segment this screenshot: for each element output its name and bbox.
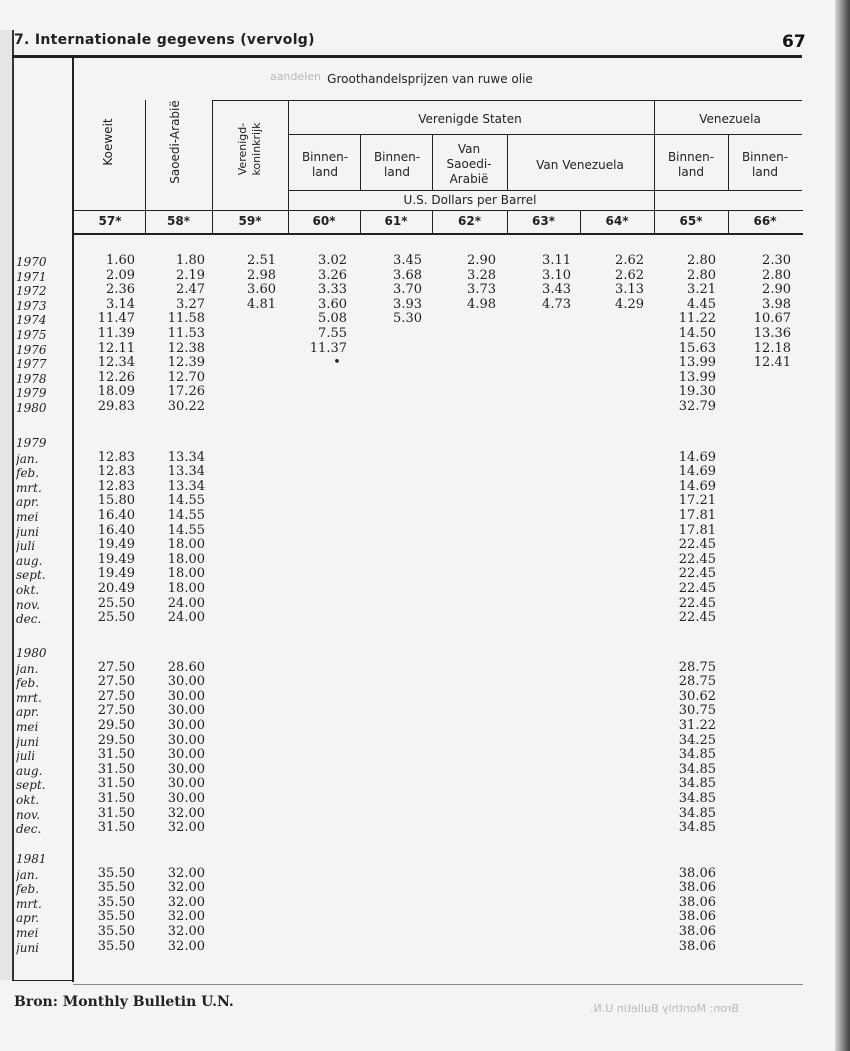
table-cell: 19.49: [97, 566, 135, 582]
row-label: okt.: [16, 793, 40, 807]
table-cell: 25.50: [97, 610, 135, 626]
table-cell: 31.50: [97, 747, 135, 763]
table-cell: 35.50: [97, 880, 135, 896]
table-cell: 2.30: [762, 253, 791, 268]
table-cell: 38.06: [678, 880, 716, 896]
table-cell: 13.99: [678, 369, 716, 385]
row-label: mei: [16, 720, 39, 734]
table-cell: 32.79: [678, 399, 716, 414]
table-cell: 3.26: [318, 267, 347, 283]
table-cell: 34.85: [678, 791, 716, 806]
table-cell: 34.85: [678, 747, 716, 763]
row-label: jan.: [16, 451, 39, 466]
row-label: dec.: [16, 612, 42, 627]
table-cell: 2.98: [247, 267, 276, 283]
table-cell: 28.60: [167, 659, 205, 675]
table-cell: 2.62: [615, 253, 644, 268]
col-code: 60*: [312, 214, 336, 228]
table-cell: 11.39: [97, 326, 135, 341]
table-cell: 30.00: [167, 761, 205, 777]
table-cell: 38.06: [678, 938, 716, 954]
col-header-koeweit: Koeweit: [101, 118, 115, 166]
table-cell: 12.11: [97, 340, 135, 356]
table-cell: 2.36: [106, 282, 135, 298]
table-cell: 15.63: [678, 340, 716, 356]
table-cell: 12.83: [97, 464, 135, 480]
table-cell: 3.33: [318, 282, 347, 298]
row-label: mei: [16, 926, 39, 940]
table-cell: 3.60: [247, 282, 276, 298]
table-cell: 3.45: [393, 253, 422, 268]
table-cell: 35.50: [97, 938, 135, 954]
table-cell: 32.00: [167, 820, 205, 836]
table-cell: 11.37: [309, 340, 347, 356]
table-cell: 13.99: [678, 355, 716, 371]
row-label: 1979: [16, 386, 47, 401]
table-cell: 12.38: [167, 340, 205, 356]
col-code: 62*: [458, 214, 481, 228]
table-cell: 3.60: [318, 296, 347, 312]
table-cell: 14.69: [678, 464, 716, 480]
table-cell: 3.43: [542, 282, 571, 298]
table-cell: 14.69: [678, 449, 716, 465]
table-cell: 30.75: [678, 703, 716, 719]
sub-group-us: Verenigde Staten: [418, 112, 522, 126]
table-cell: 20.49: [97, 581, 135, 596]
row-label: 1976: [16, 342, 47, 357]
table-cell: 12.34: [97, 355, 135, 371]
table-cell: 3.27: [176, 296, 205, 312]
table-cell: 24.00: [167, 610, 205, 626]
section-heading: 1979: [16, 436, 47, 450]
table-cell: 14.55: [167, 508, 205, 523]
table-cell: 31.50: [97, 761, 135, 777]
col-code: 57*: [98, 214, 122, 228]
row-label: 1977: [16, 357, 47, 372]
row-label: juli: [16, 749, 36, 764]
table-cell: 30.00: [167, 674, 205, 690]
table-cell: 29.83: [97, 399, 135, 414]
page-title: 7. Internationale gegevens (vervolg): [14, 32, 315, 48]
table-cell: 3.98: [762, 296, 791, 312]
table-bottom-stub: [12, 980, 74, 981]
table-cell: 32.00: [167, 909, 205, 925]
row-label: 1973: [16, 298, 47, 313]
table-cell: 12.26: [97, 369, 135, 385]
table-cell: 27.50: [97, 688, 135, 704]
table-cell: 30.22: [167, 399, 205, 414]
table-cell: 25.50: [97, 595, 135, 611]
table-cell: 14.50: [678, 326, 716, 341]
row-label: juni: [16, 734, 40, 749]
table-cell: 3.68: [393, 267, 422, 283]
table-cell: 35.50: [97, 894, 135, 910]
table-cell: 2.47: [176, 282, 205, 298]
row-label: nov.: [16, 597, 41, 612]
table-cell: 13.34: [167, 478, 205, 494]
row-label: apr.: [16, 705, 40, 720]
table-cell: 22.45: [678, 566, 716, 582]
table-cell: 32.00: [167, 805, 205, 821]
table-cell: 30.62: [678, 688, 716, 704]
table-cell: 29.50: [97, 718, 135, 733]
table-cell: 3.93: [393, 296, 422, 312]
row-label: apr.: [16, 911, 40, 926]
row-label: 1971: [16, 269, 47, 284]
table-cell: 3.13: [615, 282, 644, 298]
col-code: 66*: [753, 214, 777, 228]
group-title: Groothandelsprijzen van ruwe olie: [327, 72, 533, 86]
table-cell: 24.00: [167, 595, 205, 611]
table-cell: 30.00: [167, 732, 205, 748]
table-cell: 27.50: [97, 703, 135, 719]
table-cell: 3.70: [393, 282, 422, 298]
table-cell: 34.85: [678, 805, 716, 821]
table-cell: 13.36: [753, 326, 791, 341]
table-cell: 32.00: [167, 865, 205, 881]
unit-label: U.S. Dollars per Barrel: [403, 193, 537, 207]
row-label: feb.: [16, 676, 40, 691]
table-cell: 35.50: [97, 909, 135, 925]
table-cell: 2.80: [687, 267, 716, 283]
table-cell: 12.83: [97, 449, 135, 465]
table-cell: 19.49: [97, 551, 135, 567]
table-cell: 3.11: [542, 253, 571, 268]
table-cell: 3.73: [467, 282, 496, 298]
table-cell: 2.19: [176, 267, 205, 283]
table-cell: 15.80: [97, 493, 135, 509]
table-cell: 2.62: [615, 267, 644, 283]
header-rule: [12, 55, 802, 58]
table-cell: 31.50: [97, 820, 135, 836]
table-cell: 11.22: [678, 311, 716, 327]
col-header-us-binnenland: Binnen-land: [301, 150, 349, 179]
col-header-ve-binnenland-2: Binnen-land: [741, 150, 789, 179]
table-cell: 1.60: [106, 253, 135, 268]
table-cell: 14.69: [678, 478, 716, 494]
table-cell: 34.85: [678, 820, 716, 836]
table-cell: 18.00: [167, 537, 205, 553]
table-cell: 18.09: [97, 384, 135, 400]
table-cell: 17.21: [678, 493, 716, 509]
table-cell: 2.51: [247, 253, 276, 268]
table-cell: 12.83: [97, 478, 135, 494]
show-through-source: Bron: Monthly Bulletin U.N.: [590, 1002, 739, 1015]
row-label: jan.: [16, 867, 39, 882]
row-label: juni: [16, 524, 40, 539]
row-label: dec.: [16, 822, 42, 837]
table-cell: 12.70: [167, 369, 205, 385]
col-code: 58*: [167, 214, 190, 228]
table-cell: 22.45: [678, 595, 716, 611]
col-code: 63*: [532, 214, 555, 228]
table-cell: 16.40: [97, 522, 135, 538]
table-cell: 30.00: [167, 791, 205, 806]
table-cell: 22.45: [678, 551, 716, 567]
table-cell: 35.50: [97, 865, 135, 881]
table-cell: 3.28: [467, 267, 496, 283]
table-cell: 30.00: [167, 703, 205, 719]
table-cell: 2.80: [687, 253, 716, 268]
table-cell: 31.50: [97, 791, 135, 806]
row-label: nov.: [16, 807, 41, 822]
col-header-saoedi-arabie: Saoedi-Arabië: [168, 100, 182, 184]
row-label: feb.: [16, 882, 40, 897]
row-label: 1972: [16, 284, 47, 299]
table-cell: 32.00: [167, 880, 205, 896]
table-cell: 35.50: [97, 924, 135, 939]
table-cell: 4.45: [687, 296, 716, 312]
table-cell: 4.29: [615, 296, 644, 312]
table-cell: 30.00: [167, 747, 205, 763]
row-label: 1974: [16, 313, 47, 328]
col-code: 59*: [238, 214, 262, 228]
table-cell: 17.26: [167, 384, 205, 400]
table-cell: 22.45: [678, 537, 716, 553]
row-label: aug.: [16, 763, 43, 778]
row-label: 1975: [16, 328, 47, 342]
row-label: mrt.: [16, 480, 42, 495]
page-edge: [835, 0, 850, 1051]
table-cell: 4.98: [467, 296, 496, 312]
table-cell: 2.90: [467, 253, 496, 268]
table-cell: 34.25: [678, 732, 716, 748]
section-heading: 1981: [16, 852, 47, 866]
table-cell: 5.30: [393, 311, 422, 327]
table-cell: 19.49: [97, 537, 135, 553]
table-cell: 30.00: [167, 718, 205, 733]
table-cell: 16.40: [97, 508, 135, 523]
source-note: Bron: Monthly Bulletin U.N.: [14, 994, 234, 1010]
table-cell: 3.14: [106, 296, 135, 312]
sub-group-ve: Venezuela: [699, 112, 761, 126]
table-cell: 22.45: [678, 610, 716, 626]
col-code: 64*: [605, 214, 629, 228]
row-label: aug.: [16, 553, 43, 568]
col-header-verenigd-koninkrijk: Verenigd-koninkrijk: [236, 122, 263, 176]
row-label: 1978: [16, 371, 47, 386]
table-cell: 2.09: [106, 267, 135, 283]
table-cell: 22.45: [678, 581, 716, 596]
col-header-van-venezuela: Van Venezuela: [536, 158, 624, 172]
table-cell: 32.00: [167, 894, 205, 910]
row-label: jan.: [16, 661, 39, 676]
table-cell: 32.00: [167, 924, 205, 939]
table-cell: 11.58: [167, 311, 205, 327]
table-cell: 28.75: [678, 659, 716, 675]
table-cell: 4.73: [542, 296, 571, 312]
table-cell: 38.06: [678, 924, 716, 939]
table-cell: 27.50: [97, 674, 135, 690]
table-cell: 18.00: [167, 566, 205, 582]
table-cell: 38.06: [678, 894, 716, 910]
table-bottom-rule: [73, 984, 803, 985]
col-header-van-saoedi-arabie: Van Saoedi-Arabië: [446, 142, 492, 186]
col-header-us-binnenland-2: Binnen-land: [373, 150, 421, 179]
table-cell: 14.55: [167, 522, 205, 538]
row-label: juni: [16, 940, 40, 955]
table-cell: 11.53: [167, 326, 205, 341]
table-cell: 31.50: [97, 805, 135, 821]
table-cell: 34.85: [678, 761, 716, 777]
col-code: 65*: [679, 214, 703, 228]
table-cell: 27.50: [97, 659, 135, 675]
table-cell: 13.34: [167, 464, 205, 480]
table-cell: 30.00: [167, 688, 205, 704]
row-label: mrt.: [16, 896, 42, 911]
table-cell: 31.22: [678, 718, 716, 733]
table-cell: 3.10: [542, 267, 571, 283]
table-cell: 2.90: [762, 282, 791, 298]
table-cell: 17.81: [678, 522, 716, 538]
table-cell: 11.47: [97, 311, 135, 327]
table-cell: •: [333, 355, 341, 371]
table-cell: 19.30: [678, 384, 716, 400]
table-cell: 3.21: [687, 282, 716, 298]
table-cell: 12.39: [167, 355, 205, 371]
table-cell: 17.81: [678, 508, 716, 523]
table-cell: 13.34: [167, 449, 205, 465]
table-cell: 18.00: [167, 551, 205, 567]
row-label: okt.: [16, 583, 40, 597]
table-cell: 4.81: [247, 296, 276, 312]
page-number: 67: [782, 32, 806, 52]
row-label: 1980: [16, 401, 47, 415]
table-cell: 31.50: [97, 776, 135, 792]
table-cell: 38.06: [678, 865, 716, 881]
row-label: juli: [16, 539, 36, 554]
row-label: mei: [16, 510, 39, 524]
row-label: sept.: [16, 778, 46, 793]
table-cell: 14.55: [167, 493, 205, 509]
show-through-fragment: aandelen: [270, 70, 321, 83]
col-header-ve-binnenland: Binnen-land: [667, 150, 715, 179]
table-cell: 29.50: [97, 732, 135, 748]
row-label: apr.: [16, 495, 40, 510]
table-cell: 30.00: [167, 776, 205, 792]
table-cell: 12.18: [753, 340, 791, 356]
table-cell: 3.02: [318, 253, 347, 268]
section-heading: 1980: [16, 646, 47, 660]
table-cell: 5.08: [318, 311, 347, 327]
table-cell: 32.00: [167, 938, 205, 954]
row-label: feb.: [16, 466, 40, 481]
col-code: 61*: [384, 214, 408, 228]
table-cell: 18.00: [167, 581, 205, 596]
table-cell: 7.55: [318, 326, 347, 341]
table-cell: 1.80: [176, 253, 205, 268]
row-label: sept.: [16, 568, 46, 583]
table-cell: 2.80: [762, 267, 791, 283]
table-cell: 10.67: [753, 311, 791, 327]
left-margin-strip: [0, 30, 14, 980]
table-cell: 28.75: [678, 674, 716, 690]
row-label: mrt.: [16, 690, 42, 705]
table-cell: 12.41: [753, 355, 791, 371]
table-cell: 38.06: [678, 909, 716, 925]
row-label: 1970: [16, 255, 47, 269]
table-cell: 34.85: [678, 776, 716, 792]
